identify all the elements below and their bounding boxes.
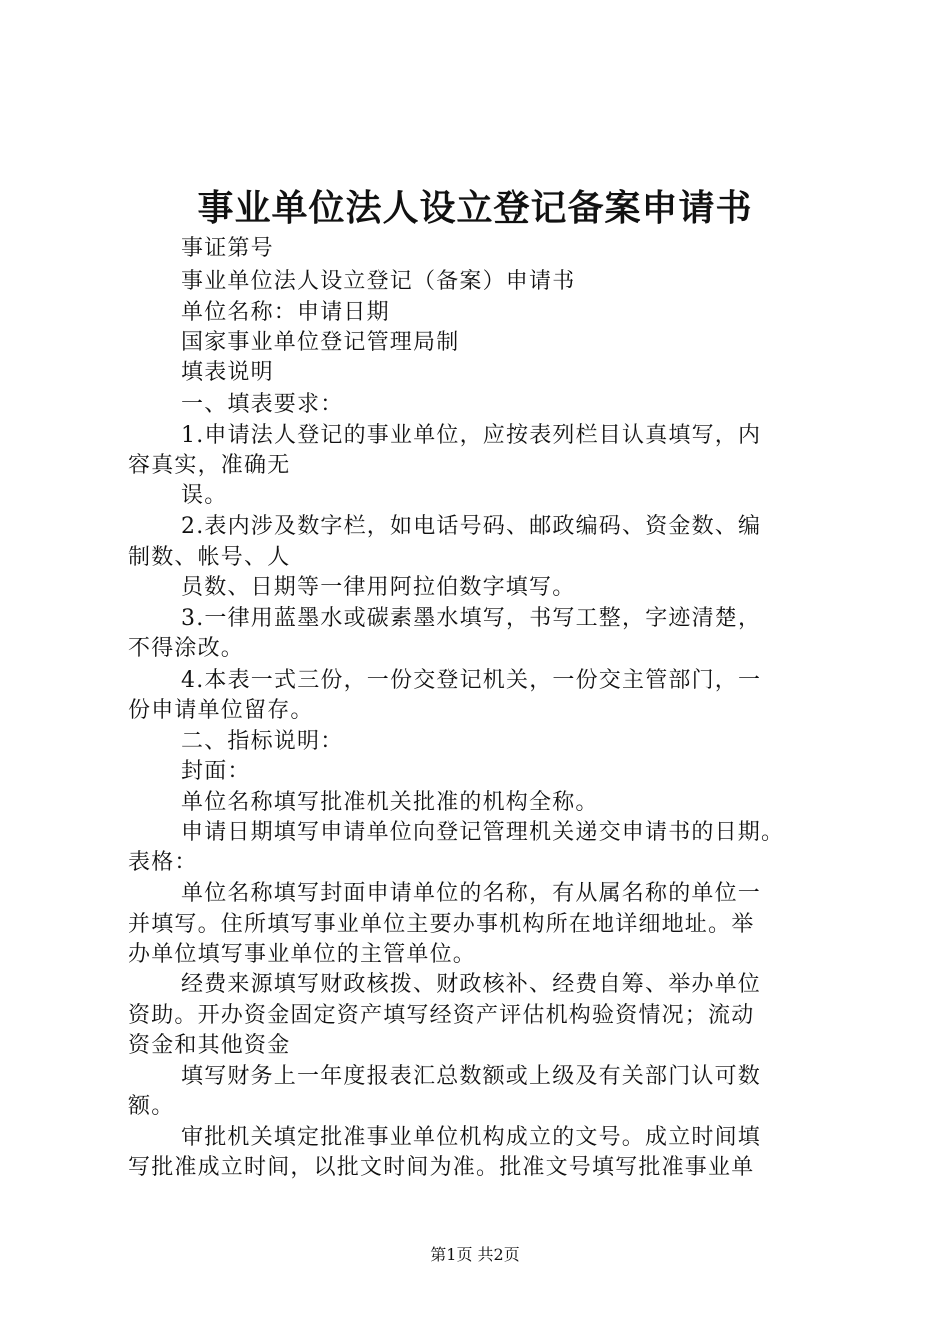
- text-line: 1.申请法人登记的事业单位，应按表列栏目认真填写，内: [181, 423, 762, 448]
- text-line: 办单位填写事业单位的主管单位。: [128, 942, 477, 967]
- text-line: 单位名称：申请日期: [181, 300, 390, 325]
- text-line: 单位名称填写封面申请单位的名称，有从属名称的单位一: [181, 881, 762, 906]
- text-line: 填写财务上一年度报表汇总数额或上级及有关部门认可数: [181, 1064, 762, 1089]
- text-line: 国家事业单位登记管理局制: [181, 330, 460, 355]
- text-line: 并填写。住所填写事业单位主要办事机构所在地详细地址。举: [128, 912, 755, 937]
- text-line: 制数、帐号、人: [128, 545, 291, 570]
- text-line: 误。: [181, 483, 228, 508]
- text-line: 写批准成立时间，以批文时间为准。批准文号填写批准事业单: [128, 1155, 755, 1180]
- text-line: 经费来源填写财政核拨、财政核补、经费自筹、举办单位: [181, 972, 762, 997]
- text-line: 3.一律用蓝墨水或碳素墨水填写，书写工整，字迹清楚，: [181, 606, 762, 631]
- text-line: 2.表内涉及数字栏，如电话号码、邮政编码、资金数、编: [181, 514, 762, 539]
- section-heading: 一、填表要求：: [181, 392, 344, 417]
- text-line: 资助。开办资金固定资产填写经资产评估机构验资情况；流动: [128, 1003, 755, 1028]
- text-line: 单位名称填写批准机关批准的机构全称。: [181, 790, 599, 815]
- text-line: 4.本表一式三份，一份交登记机关，一份交主管部门，一: [181, 668, 762, 693]
- text-line: 容真实，准确无: [128, 453, 291, 478]
- text-line: 额。: [128, 1094, 175, 1119]
- text-line: 资金和其他资金: [128, 1033, 291, 1058]
- text-line: 封面：: [181, 759, 251, 784]
- text-line: 不得涂改。: [128, 636, 245, 661]
- text-line: 员数、日期等一律用阿拉伯数字填写。: [181, 575, 576, 600]
- document-title: 事业单位法人设立登记备案申请书: [197, 187, 753, 229]
- text-line: 审批机关填定批准事业单位机构成立的文号。成立时间填: [181, 1125, 762, 1150]
- text-line: 填表说明: [181, 360, 274, 385]
- section-heading: 二、指标说明：: [181, 729, 344, 754]
- text-line: 申请日期填写申请单位向登记管理机关递交申请书的日期。: [181, 820, 785, 845]
- text-line: 表格：: [128, 850, 198, 875]
- text-line: 事证第号: [181, 236, 274, 261]
- text-line: 份申请单位留存。: [128, 698, 314, 723]
- text-line: 事业单位法人设立登记（备案）申请书: [181, 269, 576, 294]
- page-number-footer: 第1页 共2页: [430, 1245, 520, 1264]
